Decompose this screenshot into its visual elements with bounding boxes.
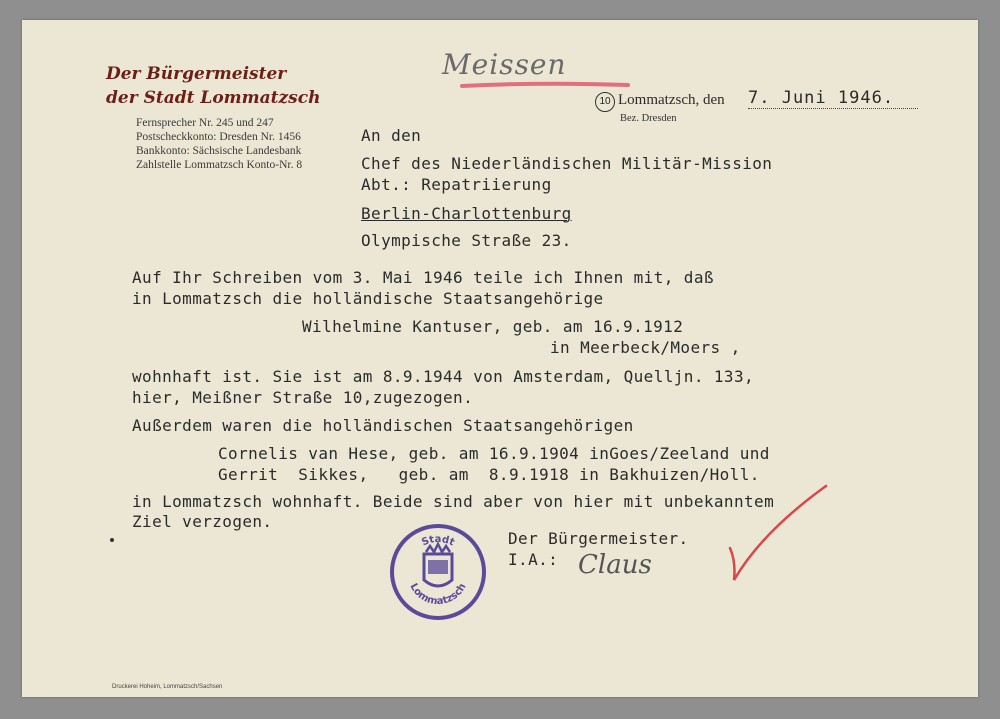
letterhead-branch-account: Zahlstelle Lommatzsch Konto-Nr. 8 [136,159,303,171]
letter-page [22,20,978,697]
seal-emblem-icon [394,528,482,616]
signature-ia: I.A.: [508,550,559,569]
circle-number: 10 [595,92,615,112]
person-1-line-1: Wilhelmine Kantuser, geb. am 16.9.1912 [302,317,684,336]
handwritten-meissen: Meissen [442,48,567,81]
address-line-1: An den [361,126,422,145]
letterhead-postal-account: Postscheckkonto: Dresden Nr. 1456 [136,131,301,143]
letterhead-title-1: Der Bürgermeister [106,64,287,84]
signature-title: Der Bürgermeister. [508,529,689,548]
body-line-5: Außerdem waren die holländischen Staatsangehörigen [132,416,634,435]
person-2: Cornelis van Hese, geb. am 16.9.1904 inGoes/Zeeland und [218,444,770,463]
place-label: Lommatzsch, den [618,92,725,108]
address-line-2: Chef des Niederländischen Militär-Mission [361,154,773,173]
district-label: Bez. Dresden [620,113,677,124]
body-line-6: in Lommatzsch wohnhaft. Beide sind aber von hier mit unbekanntem [132,492,775,511]
person-1-line-2: in Meerbeck/Moers , [550,338,741,357]
letterhead-phone: Fernsprecher Nr. 245 und 247 [136,117,274,129]
body-line-4: hier, Meißner Straße 10,zugezogen. [132,388,474,407]
address-street: Olympische Straße 23. [361,231,572,250]
handwritten-signature: Claus [578,550,652,580]
body-line-7: Ziel verzogen. [132,512,273,531]
city-seal-stamp [390,524,486,620]
letterhead-info [136,116,302,172]
letterhead-bank-account: Bankkonto: Sächsische Landesbank [136,145,302,157]
svg-text:Lommatzsch: Lommatzsch [407,581,469,608]
date-value: 7. Juni 1946. [748,88,918,109]
address-line-3: Abt.: Repatriierung [361,175,552,194]
body-line-1: Auf Ihr Schreiben vom 3. Mai 1946 teile ich Ihnen mit, daß [132,268,714,287]
letterhead-title-2: der Stadt Lommatzsch [106,88,321,108]
ink-dot [110,538,114,542]
check-mark-icon [722,482,832,586]
printer-imprint: Druckerei Hoheim, Lommatzsch/Sachsen [112,684,223,690]
person-3: Gerrit Sikkes, geb. am 8.9.1918 in Bakhuizen/Holl. [218,465,760,484]
address-city: Berlin-Charlottenburg [361,204,572,223]
svg-text:Stadt: Stadt [420,533,457,549]
body-line-2: in Lommatzsch die holländische Staatsangehörige [132,289,604,308]
pencil-underline [460,80,630,92]
body-line-3: wohnhaft ist. Sie ist am 8.9.1944 von Amsterdam, Quelljn. 133, [132,367,755,386]
